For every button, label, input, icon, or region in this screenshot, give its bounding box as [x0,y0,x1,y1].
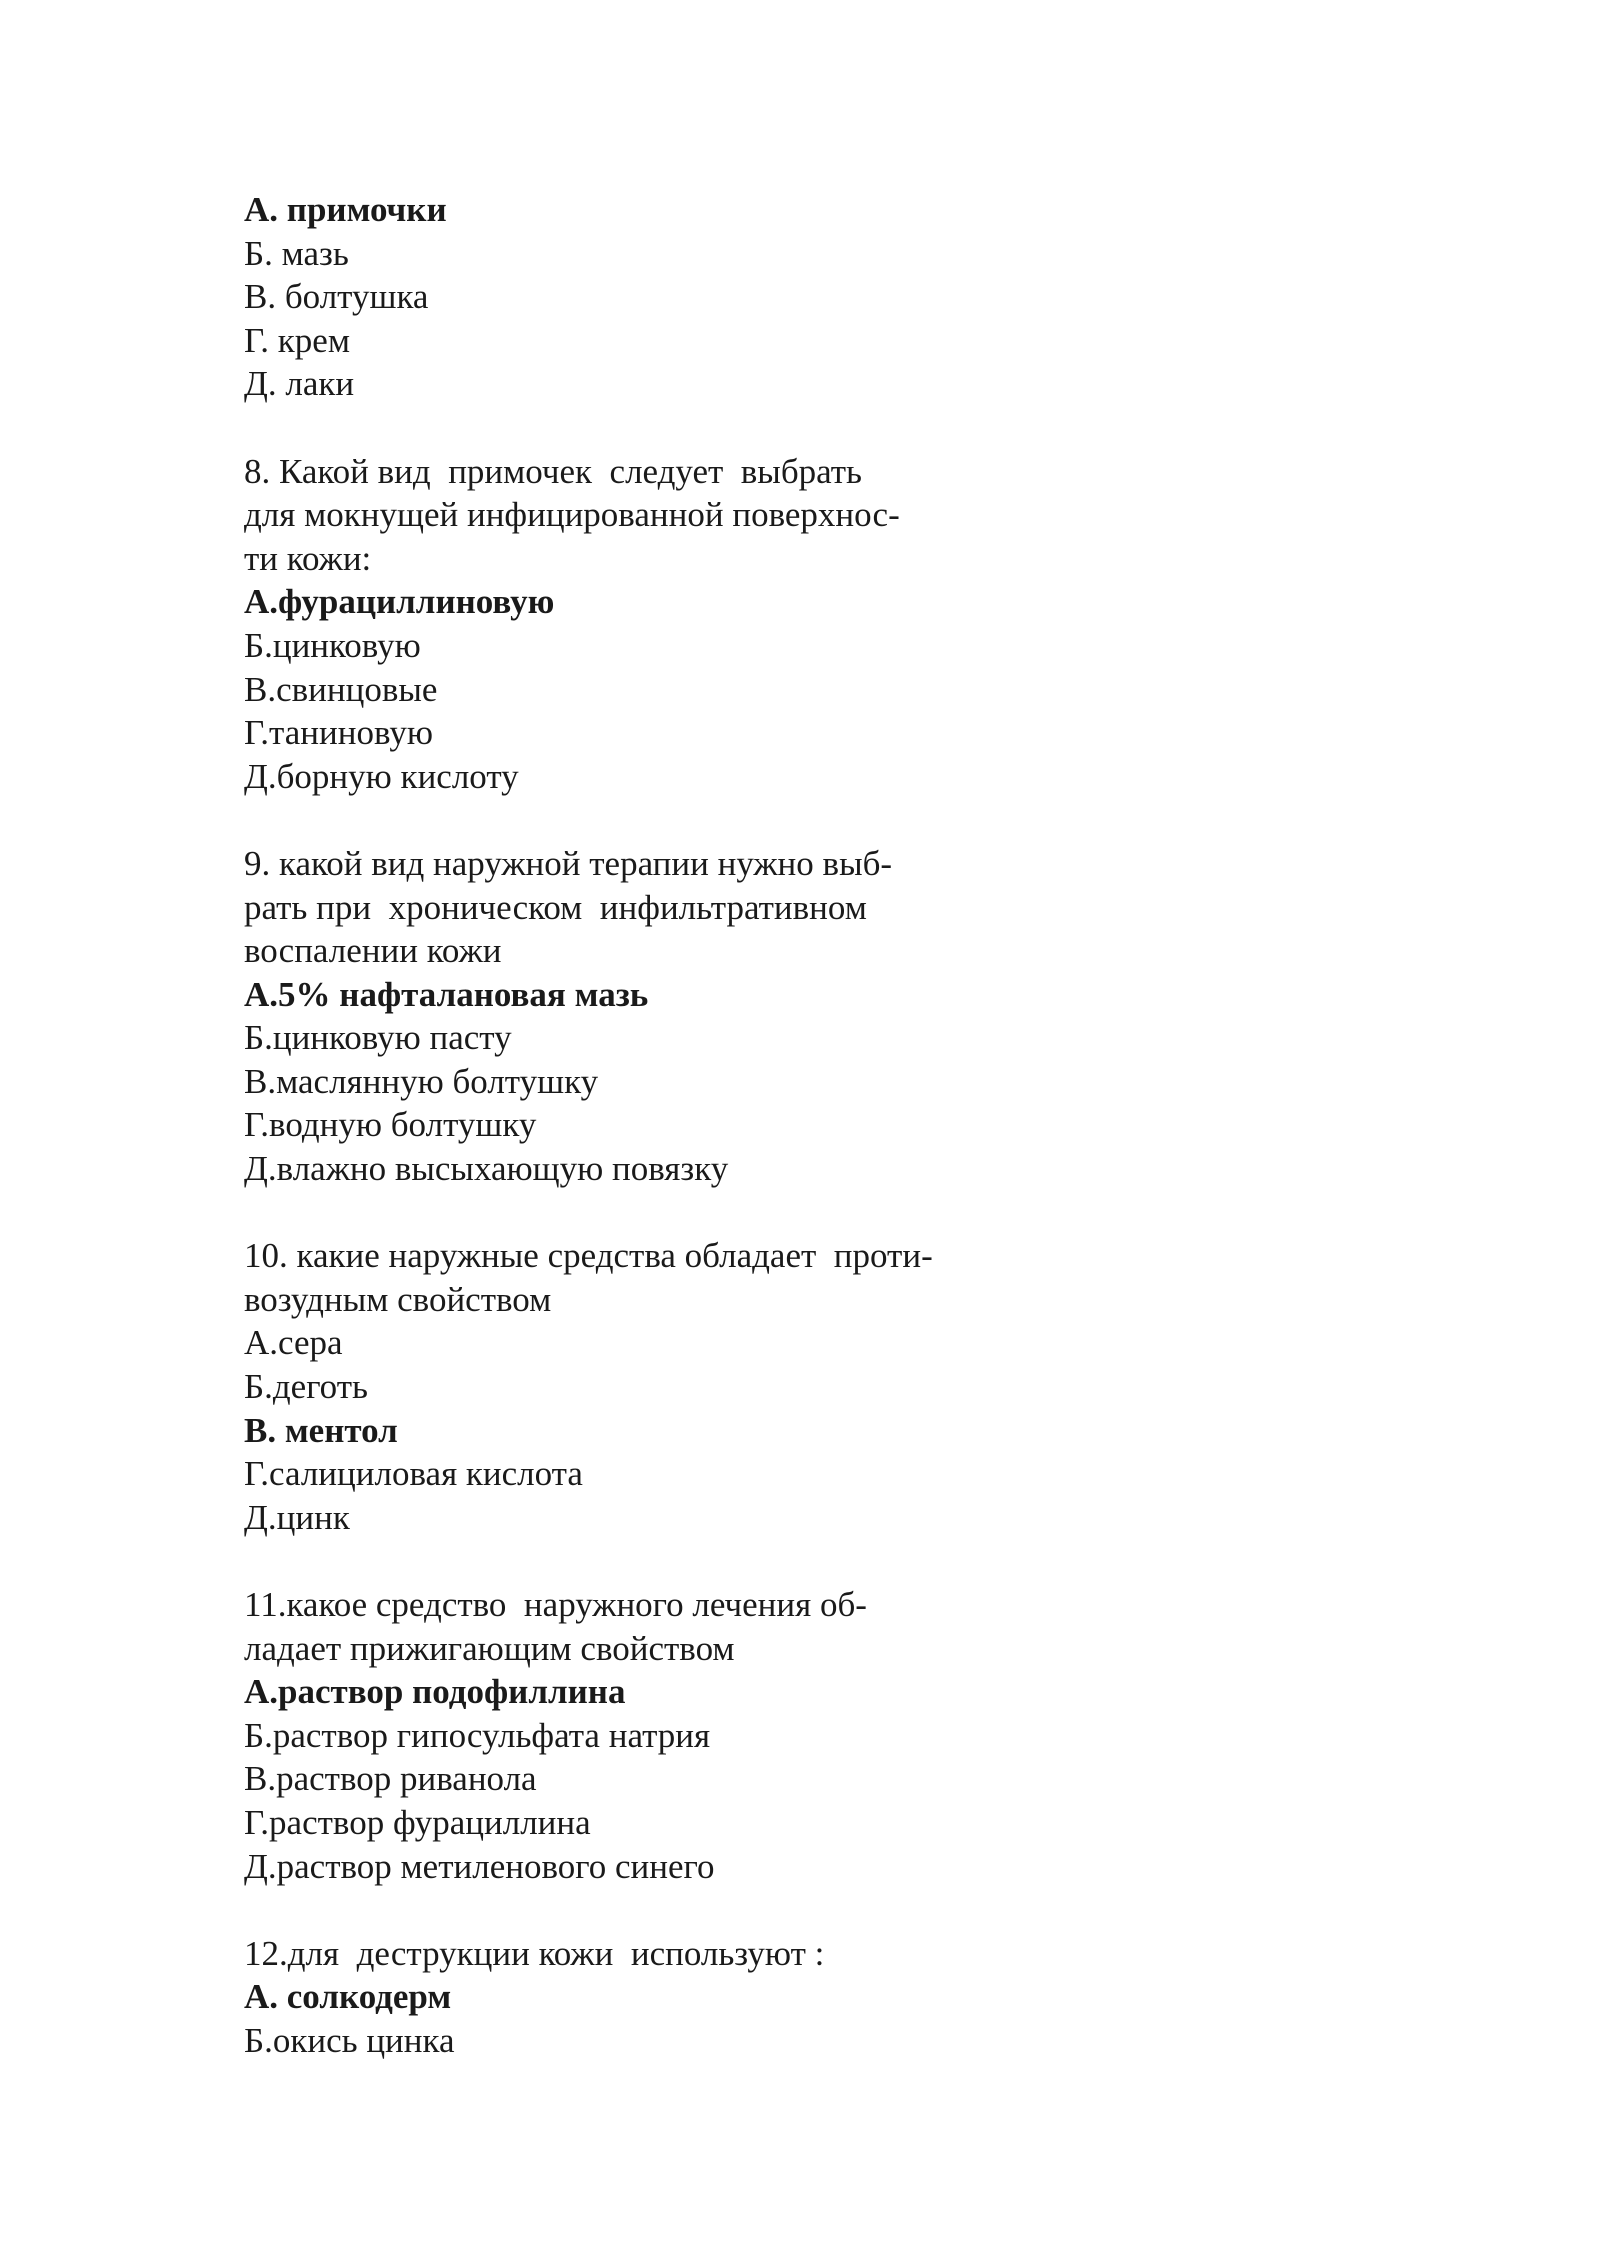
option-a-correct: А.5% нафталановая мазь [244,974,649,1014]
prev-question-options [244,188,1364,406]
option-b: Б. мазь [244,233,349,273]
option-a-correct: А.фурациллиновую [244,582,555,622]
question-10 [244,1234,1364,1539]
option-a-correct: А.раствор подофиллина [244,1672,626,1712]
question-text: 9. какой вид наружной терапии нужно выб- [244,843,893,883]
question-11 [244,1583,1364,1888]
spacer [244,798,1364,842]
option-d: Д.цинк [244,1497,350,1537]
option-d: Д.раствор метиленового синего [244,1846,715,1886]
question-text: ладает прижигающим свойством [244,1628,735,1668]
question-9 [244,842,1364,1191]
question-8 [244,450,1364,799]
question-text: возудным свойством [244,1279,552,1319]
question-12 [244,1932,1364,2063]
option-d: Д.борную кислоту [244,756,519,796]
option-d: Д.влажно высыхающую повязку [244,1149,729,1189]
option-b: Б.цинковую [244,625,421,665]
option-a-correct: А. примочки [244,190,447,229]
option-a: А.сера [244,1323,343,1363]
option-b: Б.цинковую пасту [244,1018,512,1058]
option-g: Г.раствор фурациллина [244,1802,591,1842]
option-v: В.раствор риванола [244,1759,537,1799]
option-b: Б.окись цинка [244,2020,455,2060]
option-v: В.маслянную болтушку [244,1061,599,1101]
spacer [244,406,1364,450]
option-v: В. болтушка [244,277,429,317]
question-text: ти кожи: [244,538,372,578]
document-page [244,188,1364,2063]
question-text: 12.для деструкции кожи используют : [244,1933,825,1973]
option-g: Г. крем [244,320,350,360]
option-v: В.свинцовые [244,669,438,709]
spacer [244,1888,1364,1932]
option-v-correct: В. ментол [244,1410,398,1450]
option-g: Г.салициловая кислота [244,1454,583,1494]
option-g: Г.таниновую [244,713,433,753]
option-d: Д. лаки [244,364,355,404]
option-b: Б.раствор гипосульфата натрия [244,1715,711,1755]
spacer [244,1539,1364,1583]
question-text: 10. какие наружные средства обладает проти- [244,1236,933,1276]
option-a-correct: А. солкодерм [244,1977,452,2017]
question-text: 11.какое средство наружного лечения об- [244,1585,867,1624]
spacer [244,1191,1364,1235]
option-b: Б.деготь [244,1367,368,1407]
question-text: воспалении кожи [244,931,502,971]
question-text: рать при хроническом инфильтративном [244,887,867,927]
option-g: Г.водную болтушку [244,1105,537,1145]
question-text: для мокнущей инфицированной поверхнос- [244,495,900,535]
question-text: 8. Какой вид примочек следует выбрать [244,451,863,491]
